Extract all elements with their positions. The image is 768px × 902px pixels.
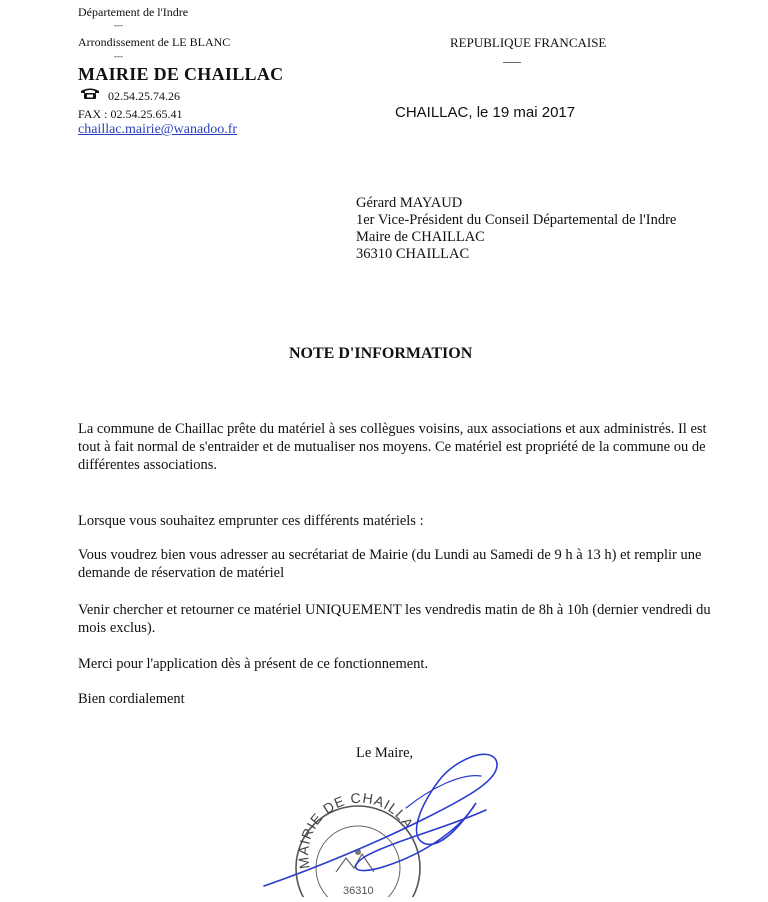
paragraph: La commune de Chaillac prête du matériel à ses collègues voisins, aux associations et aux administrés. Il est tout à fait normal de s'entraider et de mutualiser nos moyens. Ce matériel est propriété de la commune ou de différentes associations. (78, 421, 707, 473)
paragraph: Merci pour l'application dès à présent de ce fonctionnement. (78, 656, 429, 672)
signature-label: Le Maire, (356, 745, 414, 761)
divider (503, 62, 521, 63)
departement-label: Département de l'Indre (78, 5, 189, 19)
sender-role: Maire de CHAILLAC (356, 229, 485, 245)
republique-label: REPUBLIQUE FRANCAISE (450, 35, 607, 50)
paragraph: Venir chercher et retourner ce matériel UNIQUEMENT les vendredis matin de 8h à 10h (dernier vendredi du mois exclus). (78, 602, 711, 636)
svg-text:36310: 36310 (343, 885, 374, 897)
separator: --- (114, 51, 123, 61)
separator: --- (114, 20, 123, 30)
page-title: NOTE D'INFORMATION (289, 345, 473, 362)
phone-number: 02.54.25.74.26 (108, 89, 180, 103)
mairie-title: MAIRIE DE CHAILLAC (78, 64, 284, 84)
sender-role: 1er Vice-Président du Conseil Départemental de l'Indre (356, 212, 677, 228)
place-date: CHAILLAC, le 19 mai 2017 (395, 104, 576, 121)
fax-number: FAX : 02.54.25.65.41 (78, 107, 183, 121)
svg-text:MAIRIE DE CHAILLAC: MAIRIE DE CHAILLA (295, 789, 418, 870)
telephone-icon (80, 86, 100, 104)
paragraph: Lorsque vous souhaitez emprunter ces différents matériels : (78, 513, 424, 529)
paragraph: Vous voudrez bien vous adresser au secrétariat de Mairie (du Lundi au Samedi de 9 h à 13 h) et remplir une demande de réservation de matériel (78, 547, 702, 581)
arrondissement-label: Arrondissement de LE BLANC (78, 35, 231, 49)
email-link[interactable]: chaillac.mairie@wanadoo.fr (78, 122, 238, 137)
signature-scribble (256, 748, 516, 902)
sender-address: 36310 CHAILLAC (356, 246, 470, 262)
sender-name: Gérard MAYAUD (356, 195, 463, 211)
paragraph: Bien cordialement (78, 691, 185, 707)
